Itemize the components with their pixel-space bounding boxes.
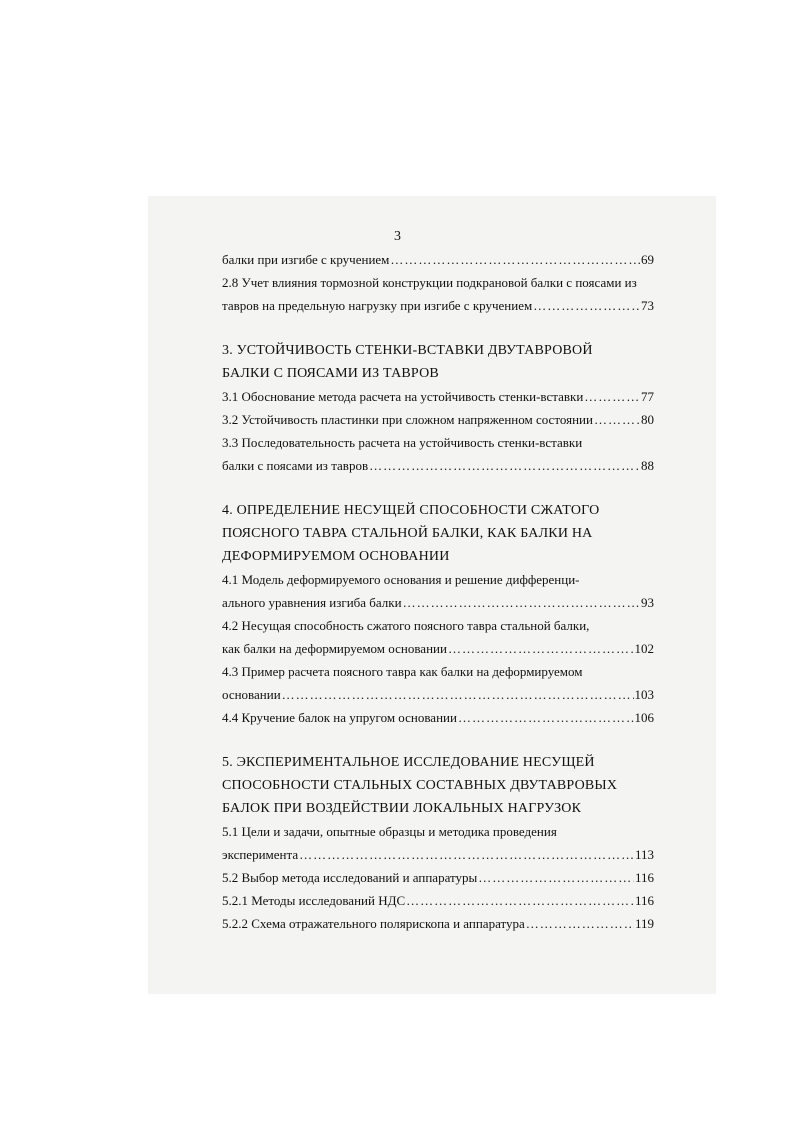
toc-leader-dots xyxy=(594,408,640,431)
toc-entry-4-3-line1: 4.3 Пример расчета поясного тавра как балки на деформируемом xyxy=(222,664,583,679)
toc-entry-5-2-2 xyxy=(222,912,654,935)
toc-entry-text: 5.2 Выбор метода исследований и аппаратуры xyxy=(222,870,478,885)
section-spacer xyxy=(222,729,654,751)
toc-entry-text: как балки на деформируемом основании xyxy=(222,641,447,656)
toc-page-ref: 93 xyxy=(641,595,654,610)
section-4-heading-line3: ДЕФОРМИРУЕМОМ ОСНОВАНИИ xyxy=(222,549,450,564)
toc-leader-dots xyxy=(448,637,634,660)
toc-entry-2-7-continuation xyxy=(222,248,654,271)
toc-entry-text: тавров на предельную нагрузку при изгибе с кручением xyxy=(222,298,533,313)
section-spacer xyxy=(222,477,654,499)
toc-entry-4-1-line1: 4.1 Модель деформируемого основания и решение дифференци- xyxy=(222,572,580,587)
section-3-heading-line2: БАЛКИ С ПОЯСАМИ ИЗ ТАВРОВ xyxy=(222,366,439,381)
toc-leader-dots xyxy=(458,706,634,729)
toc-entry-4-4 xyxy=(222,706,654,729)
table-of-contents xyxy=(222,248,654,935)
toc-leader-dots xyxy=(299,843,634,866)
toc-entry-text: 5.2.2 Схема отражательного полярископа и аппаратура xyxy=(222,916,525,931)
toc-page-ref: 116 xyxy=(634,893,654,908)
toc-entry-text: ального уравнения изгиба балки xyxy=(222,595,402,610)
toc-page-ref: 116 xyxy=(634,870,654,885)
toc-page-ref: 73 xyxy=(641,298,654,313)
toc-page-ref: 69 xyxy=(641,252,654,267)
toc-page-ref: 119 xyxy=(634,916,654,931)
toc-entry-text: 3.1 Обоснование метода расчета на устойчивость стенки-вставки xyxy=(222,389,584,404)
toc-entry-5-2 xyxy=(222,866,654,889)
toc-leader-dots xyxy=(478,866,634,889)
toc-entry-text: балки при изгибе с кручением xyxy=(222,252,390,267)
page-number: 3 xyxy=(394,229,401,244)
toc-leader-dots xyxy=(390,248,640,271)
toc-entry-2-8 xyxy=(222,294,654,317)
toc-entry-text: 3.2 Устойчивость пластинки при сложном напряженном состоянии xyxy=(222,412,593,427)
toc-leader-dots xyxy=(403,591,640,614)
section-5-heading-line2: СПОСОБНОСТИ СТАЛЬНЫХ СОСТАВНЫХ ДВУТАВРОВЫХ xyxy=(222,778,618,793)
toc-page-ref: 106 xyxy=(634,710,654,725)
toc-page-ref: 103 xyxy=(634,687,654,702)
toc-entry-text: 4.4 Кручение балок на упругом основании xyxy=(222,710,457,725)
toc-leader-dots xyxy=(406,889,634,912)
toc-page-ref: 102 xyxy=(634,641,654,656)
toc-entry-5-1 xyxy=(222,843,654,866)
section-4-heading-line1: 4. ОПРЕДЕЛЕНИЕ НЕСУЩЕЙ СПОСОБНОСТИ СЖАТОГО xyxy=(222,503,600,518)
toc-entry-text: 5.2.1 Методы исследований НДС xyxy=(222,893,406,908)
toc-leader-dots xyxy=(584,385,640,408)
toc-entry-5-2-1 xyxy=(222,889,654,912)
toc-leader-dots xyxy=(526,912,634,935)
toc-page-ref: 77 xyxy=(641,389,654,404)
toc-leader-dots xyxy=(369,454,640,477)
section-3-heading-line1: 3. УСТОЙЧИВОСТЬ СТЕНКИ-ВСТАВКИ ДВУТАВРОВОЙ xyxy=(222,343,593,358)
section-spacer xyxy=(222,317,654,339)
toc-page-ref: 88 xyxy=(641,458,654,473)
toc-entry-4-2-line1: 4.2 Несущая способность сжатого поясного тавра стальной балки, xyxy=(222,618,590,633)
toc-entry-5-1-line1: 5.1 Цели и задачи, опытные образцы и методика проведения xyxy=(222,824,557,839)
toc-entry-4-2 xyxy=(222,637,654,660)
toc-entry-text: эксперимента xyxy=(222,847,299,862)
toc-page-ref: 113 xyxy=(634,847,654,862)
toc-entry-text: балки с поясами из тавров xyxy=(222,458,369,473)
toc-page-ref: 80 xyxy=(641,412,654,427)
toc-entry-3-1 xyxy=(222,385,654,408)
toc-entry-4-3 xyxy=(222,683,654,706)
toc-entry-4-1 xyxy=(222,591,654,614)
toc-leader-dots xyxy=(533,294,640,317)
toc-entry-3-3 xyxy=(222,454,654,477)
section-5-heading-line1: 5. ЭКСПЕРИМЕНТАЛЬНОЕ ИССЛЕДОВАНИЕ НЕСУЩЕЙ xyxy=(222,755,595,770)
toc-entry-2-8-line1: 2.8 Учет влияния тормозной конструкции подкрановой балки с поясами из xyxy=(222,275,637,290)
section-4-heading-line2: ПОЯСНОГО ТАВРА СТАЛЬНОЙ БАЛКИ, КАК БАЛКИ НА xyxy=(222,526,593,541)
toc-entry-3-3-line1: 3.3 Последовательность расчета на устойчивость стенки-вставки xyxy=(222,435,583,450)
toc-entry-3-2 xyxy=(222,408,654,431)
toc-leader-dots xyxy=(282,683,634,706)
section-5-heading-line3: БАЛОК ПРИ ВОЗДЕЙСТВИИ ЛОКАЛЬНЫХ НАГРУЗОК xyxy=(222,801,582,816)
toc-entry-text: основании xyxy=(222,687,281,702)
